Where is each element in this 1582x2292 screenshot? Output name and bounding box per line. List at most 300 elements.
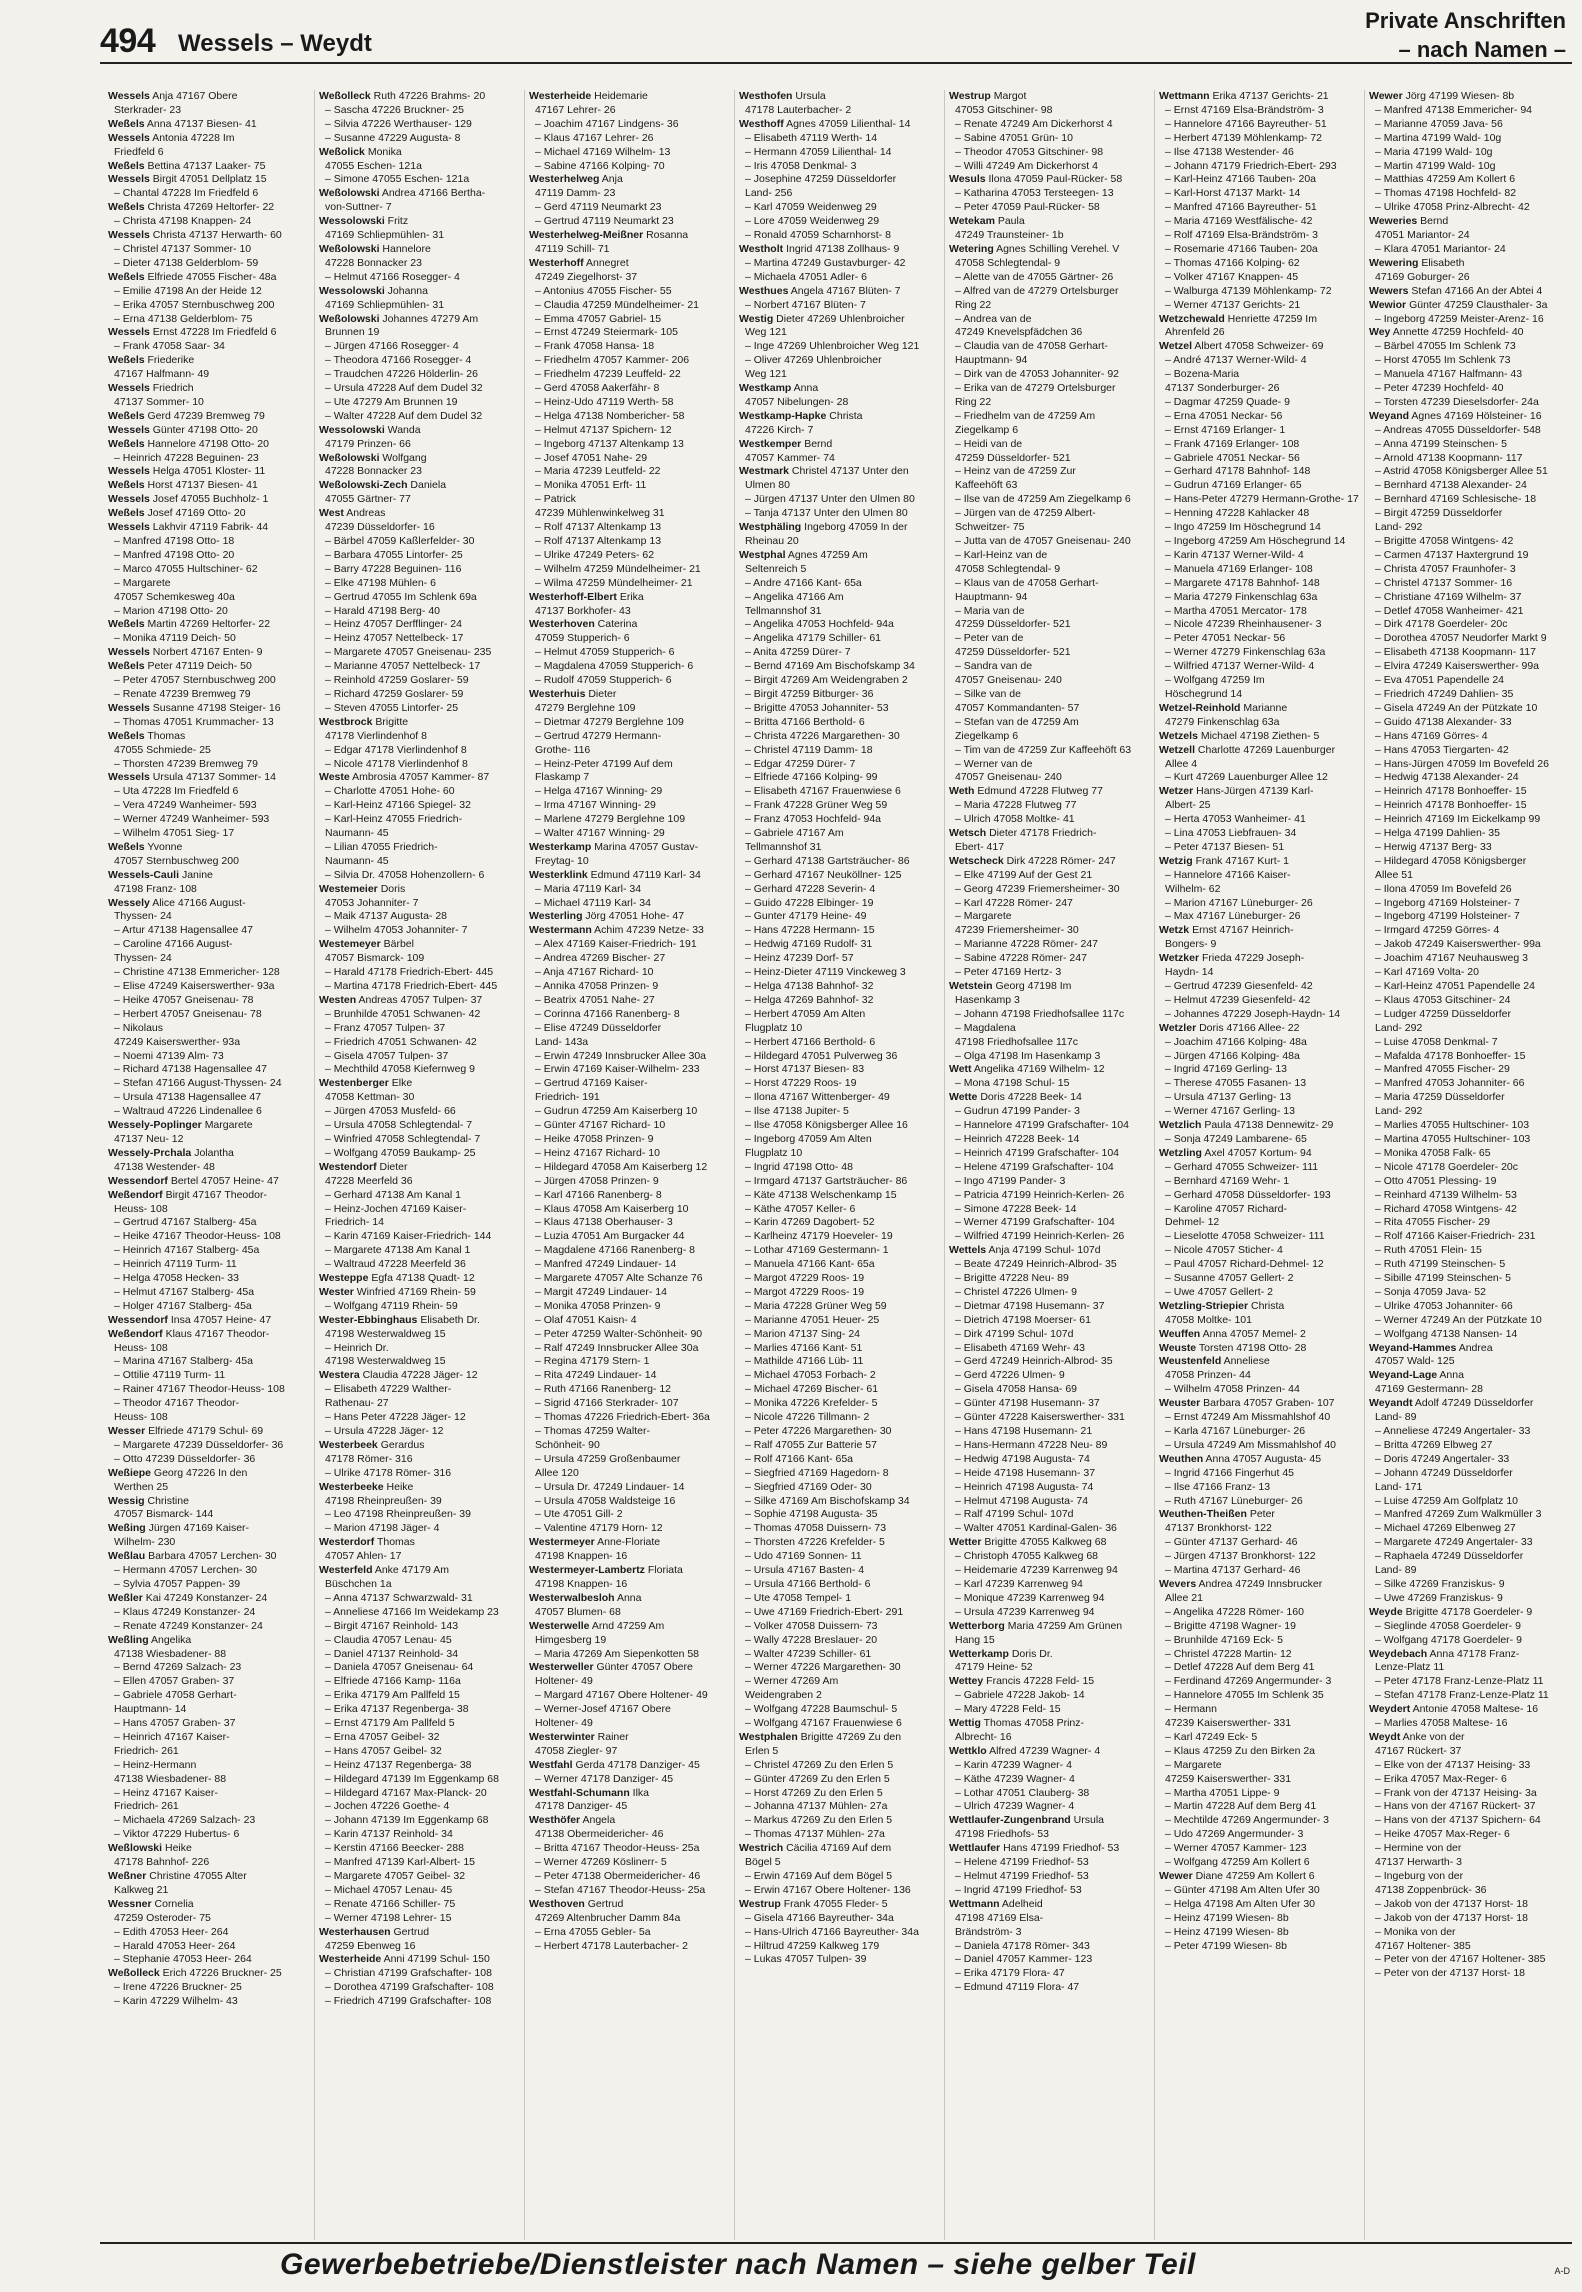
listing-entry — [949, 1745, 1150, 1759]
entry-details: Janine — [181, 868, 213, 881]
listing-entry — [739, 799, 940, 813]
listing-entry — [949, 479, 1150, 493]
listing-entry — [319, 1995, 520, 2009]
listing-entry — [1369, 1967, 1570, 1981]
entry-details: Brigitte 47055 Kalkweg 68 — [984, 1536, 1107, 1549]
entry-surname: Wetering — [949, 242, 994, 255]
listing-entry — [949, 1328, 1150, 1342]
entry-details: Gerardus — [380, 1438, 425, 1451]
listing-entry — [319, 1203, 520, 1217]
entry-details: 47057 Wald- 125 — [1375, 1355, 1455, 1368]
listing-entry — [949, 215, 1150, 229]
entry-details: 47198 Franz- 108 — [114, 882, 197, 895]
listing-entry — [319, 1550, 520, 1564]
listing-entry — [529, 1453, 730, 1467]
listing-entry — [1159, 1077, 1360, 1091]
listing-entry — [1369, 201, 1570, 215]
entry-details: Christa — [829, 409, 863, 422]
entry-surname: Wester — [319, 1285, 354, 1298]
entry-details: – Martina 47055 Hultschiner- 103 — [1375, 1132, 1531, 1145]
listing-entry — [529, 897, 730, 911]
listing-entry — [108, 646, 310, 660]
entry-details: – Karin 47239 Wagner- 4 — [955, 1758, 1072, 1771]
listing-entry — [1369, 813, 1570, 827]
entry-surname: Wessels — [108, 493, 150, 506]
entry-details: – Richard 47259 Goslarer- 59 — [325, 687, 464, 700]
entry-details: – Peter 47138 Obermeidericher- 46 — [535, 1870, 701, 1882]
entry-details: – Monika 47058 Prinzen- 9 — [535, 1299, 661, 1312]
entry-details: – Hildegard 47167 Max-Planck- 20 — [325, 1786, 487, 1799]
entry-details: Monika — [367, 145, 402, 158]
entry-details: – Vera 47249 Wanheimer- 593 — [114, 799, 257, 812]
listing-entry — [949, 285, 1150, 299]
entry-details: Thyssen- 24 — [114, 910, 172, 923]
entry-details: – Elke 47198 Mühlen- 6 — [325, 576, 436, 589]
listing-entry — [319, 1759, 520, 1773]
listing-entry — [949, 841, 1150, 855]
listing-entry — [108, 1467, 310, 1481]
listing-entry — [1369, 1453, 1570, 1467]
entry-details: – Heinrich 47228 Beek- 14 — [955, 1132, 1080, 1145]
entry-details: Rheinau 20 — [745, 535, 799, 547]
entry-details: – Olga 47198 Im Hasenkamp 3 — [955, 1049, 1101, 1062]
entry-details: Werthen 25 — [114, 1480, 169, 1493]
entry-details: – Maria 47228 Flutweg 77 — [955, 799, 1077, 812]
listing-entry — [319, 1244, 520, 1258]
entry-surname: Wewer — [1369, 90, 1403, 102]
entry-details: 47057 Kammer- 74 — [745, 451, 835, 464]
entry-details: Elisabeth — [1421, 256, 1465, 269]
listing-entry — [949, 660, 1150, 674]
listing-entry — [1159, 340, 1360, 354]
listing-entry — [949, 1161, 1150, 1175]
listing-entry — [949, 1175, 1150, 1189]
entry-details: Jörg 47051 Hohe- 47 — [585, 910, 685, 923]
listing-entry — [1369, 507, 1570, 521]
entry-details: Agnes Schilling Verehel. V — [996, 242, 1120, 255]
entry-surname: Wessendorf — [108, 1174, 168, 1187]
entry-details: – Werner 47199 Grafschafter- 104 — [955, 1216, 1115, 1229]
entry-details: 47053 Gitschiner- 98 — [955, 103, 1053, 116]
entry-surname: Westhoven — [529, 1897, 585, 1910]
entry-details: – Margot 47229 Roos- 19 — [745, 1285, 865, 1298]
listing-entry — [319, 507, 520, 521]
entry-details: – Gertrud 47239 Giesenfeld- 42 — [1165, 980, 1313, 992]
entry-details: Friedrich — [152, 382, 194, 395]
listing-entry — [1159, 438, 1360, 452]
listing-entry — [949, 340, 1150, 354]
entry-details: – Harald 47198 Berg- 40 — [325, 604, 440, 617]
listing-entry — [949, 104, 1150, 118]
listing-entry — [108, 1773, 310, 1787]
listing-entry — [319, 90, 520, 104]
entry-surname: Wettlaufer — [949, 1842, 1001, 1855]
listing-entry — [108, 1592, 310, 1606]
entry-details: Claudia 47228 Jäger- 12 — [362, 1369, 478, 1382]
entry-details: – Birgit 47167 Reinhold- 143 — [325, 1619, 459, 1632]
listing-entry — [108, 1189, 310, 1203]
listing-entry — [319, 521, 520, 535]
listing-entry — [1369, 1481, 1570, 1495]
listing-entry — [1159, 674, 1360, 688]
entry-details: – Katharina 47053 Tersteegen- 13 — [955, 187, 1114, 200]
entry-details: – Herwig 47137 Berg- 33 — [1375, 840, 1492, 853]
listing-entry — [1159, 1578, 1360, 1592]
listing-entry — [108, 1703, 310, 1717]
listing-entry — [529, 591, 730, 605]
listing-entry — [1369, 758, 1570, 772]
entry-details: – Uwe 47169 Friedrich-Ebert- 291 — [745, 1605, 904, 1618]
entry-details: – Silke van de — [955, 687, 1021, 700]
entry-details: Dieter — [588, 687, 617, 700]
entry-details: – Peter 47239 Hochfeld- 40 — [1375, 382, 1504, 395]
listing-entry — [1369, 1940, 1570, 1954]
entry-details: – Johann 47179 Friedrich-Ebert- 293 — [1165, 159, 1337, 172]
listing-entry — [1369, 1898, 1570, 1912]
entry-details: – Karl-Heinz 47055 Friedrich- — [325, 813, 463, 826]
listing-entry — [108, 1342, 310, 1356]
entry-details: 47249 Kaiserswerther- 93a — [114, 1035, 241, 1048]
entry-details: – Nicole 47178 Goerdeler- 20c — [1375, 1160, 1519, 1173]
entry-surname: Weßels — [108, 840, 145, 853]
listing-entry — [1369, 187, 1570, 201]
entry-details: – Karl 47166 Ranenberg- 8 — [535, 1188, 662, 1201]
listing-entry — [1369, 1328, 1570, 1342]
listing-entry — [739, 1522, 940, 1536]
entry-details: – Uta 47228 Im Friedfeld 6 — [114, 785, 239, 798]
entry-details: 47249 Knevelspfädchen 36 — [955, 326, 1083, 339]
entry-surname: Wessels — [108, 326, 150, 339]
entry-details: Frieda 47229 Joseph- — [1202, 952, 1305, 965]
listing-entry — [1369, 132, 1570, 146]
entry-surname: Weßels — [108, 117, 145, 130]
entry-surname: Weßels — [108, 270, 145, 283]
listing-entry — [739, 1286, 940, 1300]
entry-details: – Manfred 47139 Karl-Albert- 15 — [325, 1856, 475, 1869]
listing-entry — [108, 1675, 310, 1689]
listing-entry — [1369, 632, 1570, 646]
listing-entry — [739, 479, 940, 493]
listing-entry — [529, 758, 730, 772]
listing-entry — [1159, 952, 1360, 966]
entry-details: Agnes 47059 Lilienthal- 14 — [786, 117, 911, 130]
listing-entry — [1369, 146, 1570, 160]
entry-details: – Nicole 47239 Rheinhausener- 3 — [1165, 618, 1322, 631]
entry-details: – Margarete — [114, 576, 171, 589]
entry-surname: Westermeyer-Lambertz — [529, 1564, 645, 1577]
entry-details: Land- 292 — [1375, 521, 1423, 534]
listing-entry — [739, 897, 940, 911]
entry-details: Ingeborg 47059 In der — [804, 521, 908, 534]
entry-details: Schönheit- 90 — [535, 1438, 600, 1451]
entry-details: 47057 Gneisenau- 240 — [955, 674, 1062, 687]
entry-details: – Karla 47167 Lüneburger- 26 — [1165, 1425, 1306, 1437]
entry-details: Antonie 47058 Maltese- 16 — [1412, 1703, 1539, 1716]
listing-entry — [529, 771, 730, 785]
entry-details: Horst 47137 Biesen- 41 — [147, 479, 258, 492]
entry-details: – Wally 47228 Breslauer- 20 — [745, 1633, 878, 1646]
entry-details: – Heinz 47239 Dorf- 57 — [745, 952, 854, 965]
entry-surname: Wessels — [108, 646, 150, 659]
listing-entry — [529, 1216, 730, 1230]
entry-details: – Walter 47239 Schiller- 61 — [745, 1647, 872, 1660]
entry-details: – Mary 47228 Feld- 15 — [955, 1703, 1061, 1716]
listing-entry — [949, 1286, 1150, 1300]
listing-entry — [739, 160, 940, 174]
entry-details: – Peter 47226 Margarethen- 30 — [745, 1425, 892, 1437]
listing-entry — [529, 1063, 730, 1077]
listing-entry — [319, 1369, 520, 1383]
entry-details: – Heinrich Dr. — [325, 1341, 389, 1354]
entry-surname: Westhofen — [739, 90, 793, 102]
entry-details: – Edgar 47259 Dürer- 7 — [745, 757, 856, 770]
entry-details: – Ernst 47179 Am Pallfeld 5 — [325, 1717, 455, 1730]
listing-entry — [319, 1022, 520, 1036]
listing-entry — [319, 841, 520, 855]
entry-details: – Günter 47228 Kaiserswerther- 331 — [955, 1411, 1125, 1424]
listing-entry — [739, 1328, 940, 1342]
entry-details: – Birgit 47259 Bitburger- 36 — [745, 687, 874, 700]
entry-surname: Westerhelweg-Meißner — [529, 229, 644, 242]
entry-surname: Wessely — [108, 896, 150, 909]
entry-details: – Marion 47167 Lüneburger- 26 — [1165, 896, 1313, 909]
listing-entry — [108, 1717, 310, 1731]
entry-surname: Wetzels — [1159, 729, 1198, 742]
entry-details: Ring 22 — [955, 298, 992, 311]
entry-surname: Weßlowski — [108, 1842, 163, 1855]
entry-details: 47059 Stupperich- 6 — [535, 632, 630, 645]
entry-details: – Hans von der 47167 Rückert- 37 — [1375, 1800, 1536, 1813]
listing-entry — [949, 716, 1150, 730]
entry-details: – Herbert 47059 Am Alten — [745, 1007, 866, 1020]
entry-details: – Klaus van de 47058 Gerhart- — [955, 576, 1099, 589]
listing-entry — [529, 1175, 730, 1189]
listing-entry — [949, 368, 1150, 382]
entry-details: Insa 47057 Heine- 47 — [170, 1313, 272, 1326]
listing-entry — [319, 1453, 520, 1467]
entry-details: 47057 Blumen- 68 — [535, 1605, 621, 1618]
page-number: 494 — [100, 22, 156, 60]
listing-entry — [319, 1953, 520, 1967]
entry-details: – Johann 47249 Düsseldorfer — [1375, 1466, 1513, 1479]
entry-details: – Manfred 47053 Johanniter- 66 — [1375, 1077, 1525, 1090]
listing-entry — [1159, 382, 1360, 396]
entry-details: – Margarete 47057 Geibel- 32 — [325, 1870, 466, 1882]
entry-details: 47138 Wiesbadener- 88 — [114, 1647, 227, 1660]
listing-entry — [949, 187, 1150, 201]
entry-details: Grothe- 116 — [535, 743, 591, 756]
entry-details: – Helga 47138 Nombericher- 58 — [535, 409, 685, 422]
entry-details: – Gerd 47226 Ulmen- 9 — [955, 1369, 1065, 1382]
entry-details: Christa 47137 Herwarth- 60 — [152, 229, 282, 242]
entry-details: Hasenkamp 3 — [955, 993, 1020, 1006]
entry-details: – Irmgard 47259 Görres- 4 — [1375, 924, 1500, 937]
entry-details: 47169 Schliepmühlen- 31 — [325, 298, 445, 311]
entry-details: – Uwe 47057 Gellert- 2 — [1165, 1285, 1273, 1298]
listing-entry — [1369, 340, 1570, 354]
entry-surname: Weßels — [108, 618, 145, 631]
listing-entry — [1159, 1634, 1360, 1648]
listing-entry — [529, 410, 730, 424]
listing-entry — [108, 1620, 310, 1634]
entry-details: – Manfred 47269 Zum Walkmüller 3 — [1375, 1508, 1542, 1521]
entry-details: – Karl 47169 Volta- 20 — [1375, 966, 1479, 979]
listing-entry — [1369, 1634, 1570, 1648]
entry-details: Kaffeehöft 63 — [955, 479, 1018, 492]
listing-entry — [1369, 1787, 1570, 1801]
listing-entry — [949, 229, 1150, 243]
listing-entry — [319, 340, 520, 354]
listing-entry — [949, 1203, 1150, 1217]
entry-details: – Erna 47138 Gelderblom- 75 — [114, 312, 253, 325]
listing-entry — [1159, 1898, 1360, 1912]
entry-surname: Westkamp-Hapke — [739, 409, 827, 422]
listing-entry — [949, 1953, 1150, 1967]
listing-entry — [739, 771, 940, 785]
entry-details: Daniela — [410, 479, 447, 492]
listing-entry — [1369, 980, 1570, 994]
entry-details: Wilhelm- 62 — [1165, 882, 1221, 895]
listing-entry — [319, 1731, 520, 1745]
listing-entry — [1159, 799, 1360, 813]
entry-details: – Siegfried 47169 Hagedorn- 8 — [745, 1466, 889, 1479]
listing-entry — [949, 382, 1150, 396]
listing-entry — [949, 1967, 1150, 1981]
listing-entry — [319, 883, 520, 897]
entry-details: – Manfred 47055 Fischer- 29 — [1375, 1063, 1510, 1076]
listing-entry — [1159, 1745, 1360, 1759]
entry-details: – Ingo 47199 Pander- 3 — [955, 1174, 1066, 1187]
listing-entry — [319, 1495, 520, 1509]
entry-details: – Andrea 47269 Bischer- 27 — [535, 952, 666, 965]
listing-entry — [1369, 883, 1570, 897]
entry-details: – Sonja 47249 Lambarene- 65 — [1165, 1132, 1307, 1145]
listing-entry — [739, 646, 940, 660]
entry-details: – Käthe 47239 Wagner- 4 — [955, 1772, 1075, 1785]
listing-entry — [319, 827, 520, 841]
entry-details: – Ursula 47249 Am Missmahlshof 40 — [1165, 1438, 1336, 1451]
entry-details: – Antonius 47055 Fischer- 55 — [535, 284, 672, 297]
entry-details: – Joachim 47166 Kolping- 48a — [1165, 1035, 1307, 1048]
entry-details: – Martin 47199 Wald- 10g — [1375, 159, 1496, 172]
listing-entry — [1369, 326, 1570, 340]
listing-entry — [1159, 1592, 1360, 1606]
listing-entry — [1159, 215, 1360, 229]
entry-details: Barbara 47057 Graben- 107 — [1203, 1397, 1335, 1410]
listing-entry — [108, 1203, 310, 1217]
entry-details: – Marion 47198 Otto- 20 — [114, 604, 228, 617]
entry-details: – Hedwig 47138 Alexander- 24 — [1375, 771, 1519, 784]
entry-details: Weg 121 — [745, 368, 787, 381]
entry-details: – Helmut 47137 Spichern- 12 — [535, 423, 672, 436]
listing-entry — [319, 1091, 520, 1105]
entry-details: – Steven 47055 Lintorfer- 25 — [325, 701, 459, 714]
entry-details: – Gerhard 47178 Bahnhof- 148 — [1165, 465, 1311, 478]
entry-details: Wilhelm- 230 — [114, 1536, 176, 1549]
entry-details: – Johann 47198 Friedhofsallee 117c — [955, 1007, 1125, 1020]
entry-details: – Thomas 47137 Mühlen- 27a — [745, 1828, 885, 1841]
entry-details: – Heinrich 47178 Bonhoeffer- 15 — [1375, 799, 1527, 812]
entry-surname: Wewers — [1369, 284, 1409, 297]
listing-entry — [108, 744, 310, 758]
entry-details: Ernst 47167 Heinrich- — [1192, 924, 1294, 937]
entry-details: – Gerhard 47055 Schweizer- 111 — [1165, 1160, 1319, 1173]
listing-entry — [1369, 271, 1570, 285]
listing-entry — [949, 883, 1150, 897]
listing-entry — [319, 118, 520, 132]
listing-entry — [529, 688, 730, 702]
entry-surname: Westholt — [739, 242, 784, 255]
listing-entry — [739, 1355, 940, 1369]
entry-details: – Günter 47198 Am Alten Ufer 30 — [1165, 1883, 1320, 1896]
listing-entry — [108, 1856, 310, 1870]
entry-details: – Dieter 47138 Gelderblom- 59 — [114, 256, 259, 269]
listing-entry — [1369, 1648, 1570, 1662]
listing-entry — [529, 1661, 730, 1675]
listing-entry — [1369, 841, 1570, 855]
entry-details: – Karin 47269 Dagobert- 52 — [745, 1216, 875, 1229]
entry-details: – Thorsten 47239 Bremweg 79 — [114, 757, 258, 770]
listing-entry — [949, 563, 1150, 577]
listing-entry — [1159, 1828, 1360, 1842]
listing-entry — [1369, 1495, 1570, 1509]
listing-entry — [319, 1328, 520, 1342]
entry-surname: Weßels — [108, 159, 145, 172]
listing-entry — [529, 966, 730, 980]
listing-entry — [319, 1036, 520, 1050]
entry-details: – Renate 47249 Am Dickerhorst 4 — [955, 117, 1113, 130]
entry-details: – Irene 47226 Bruckner- 25 — [114, 1981, 242, 1994]
entry-details: – Angelika 47228 Römer- 160 — [1165, 1605, 1304, 1618]
entry-details: 47169 Goburger- 26 — [1375, 270, 1470, 283]
listing-entry — [949, 1634, 1150, 1648]
entry-details: 47198 Westerwaldweg 15 — [325, 1355, 446, 1368]
listing-entry — [319, 744, 520, 758]
listing-entry — [529, 1940, 730, 1954]
listing-entry — [949, 452, 1150, 466]
listing-entry — [1369, 1578, 1570, 1592]
entry-details: – Heinrich 47199 Grafschafter- 104 — [955, 1146, 1120, 1159]
listing-entry — [739, 1884, 940, 1898]
entry-details: – Heinz 47167 Kaiser- — [114, 1786, 218, 1799]
listing-entry — [1159, 1063, 1360, 1077]
entry-details: – Reinhold 47259 Goslarer- 59 — [325, 674, 469, 687]
listing-entry — [739, 1244, 940, 1258]
listing-entry — [949, 438, 1150, 452]
entry-surname: Weßing — [108, 1522, 146, 1535]
listing-entry — [319, 1425, 520, 1439]
listing-entry — [108, 605, 310, 619]
listing-entry — [319, 1467, 520, 1481]
entry-details: – Ottilie 47119 Turm- 11 — [114, 1369, 226, 1382]
listing-entry — [739, 326, 940, 340]
listing-entry — [1369, 215, 1570, 229]
entry-surname: Weßolleck — [108, 1967, 160, 1980]
listing-entry — [319, 326, 520, 340]
listing-entry — [949, 1189, 1150, 1203]
entry-details: – Harald 47053 Heer- 264 — [114, 1939, 236, 1952]
listing-entry — [319, 924, 520, 938]
listing-entry — [529, 340, 730, 354]
listing-entry — [1159, 1355, 1360, 1369]
listing-entry — [1159, 465, 1360, 479]
entry-details: – Klaus 47249 Konstanzer- 24 — [114, 1605, 256, 1618]
entry-details: 47138 Westender- 48 — [114, 1160, 215, 1173]
listing-entry — [529, 577, 730, 591]
listing-entry — [108, 1648, 310, 1662]
entry-details: Lakhvir 47119 Fabrik- 44 — [152, 521, 269, 534]
entry-details: – Anneliese 47166 Im Weidekamp 23 — [325, 1605, 499, 1618]
